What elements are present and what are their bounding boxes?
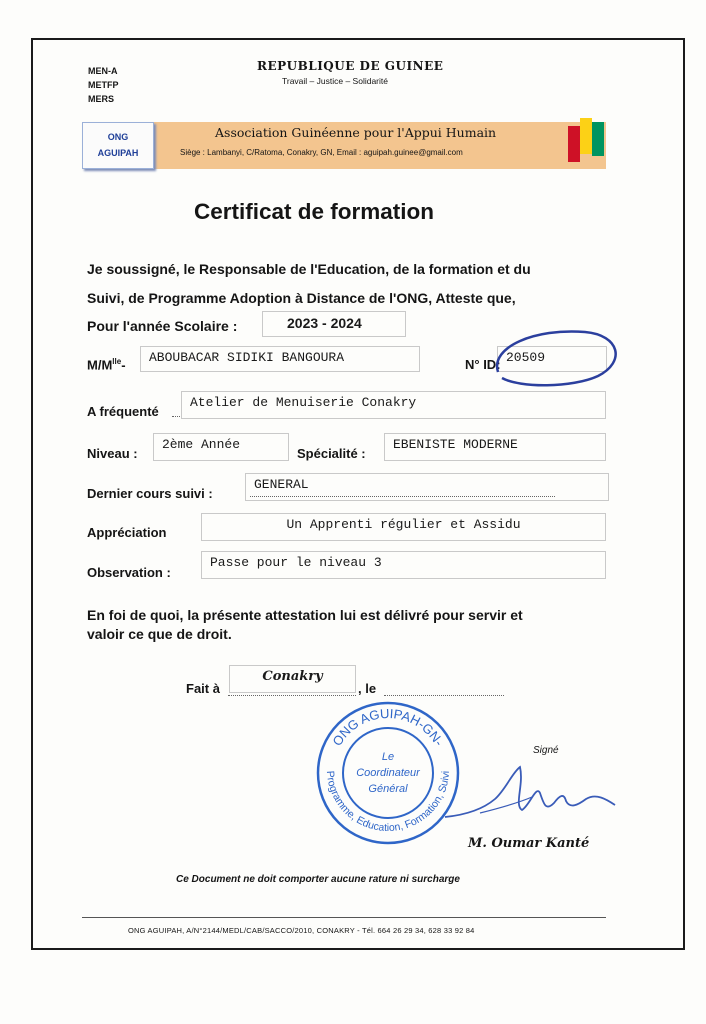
ong-logo — [82, 122, 154, 169]
certificate-title: Certificat de formation — [194, 199, 435, 224]
stamp-center-line-3: Général — [368, 783, 408, 795]
republic-title: REPUBLIQUE DE GUINEE — [257, 59, 444, 73]
flag-green — [592, 122, 604, 156]
ministry-3: MERS — [88, 94, 115, 104]
name-label-sup: lle — [112, 357, 122, 366]
footer-rule — [82, 917, 606, 918]
signe-label: Signé — [533, 745, 559, 756]
footer-text: ONG AGUIPAH, A/N°2144/MEDL/CAB/SACCO/2010, CONAKRY - Tél. 664 26 29 34, 628 33 92 84 — [128, 926, 475, 935]
id-label: N° ID: — [465, 357, 501, 372]
association-address: Siège : Lambanyi, C/Ratoma, Conakry, GN, Email : aguipah.guinee@gmail.com — [180, 148, 463, 157]
ministry-1: MEN-A — [88, 66, 118, 76]
signatory-name: M. Oumar Kanté — [468, 836, 590, 851]
observation-field: Passe pour le niveau 3 — [201, 551, 606, 579]
frequente-label: A fréquenté — [87, 404, 159, 419]
appreciation-field: Un Apprenti régulier et Assidu — [201, 513, 606, 541]
document-notice: Ce Document ne doit comporter aucune rature ni surcharge — [176, 874, 460, 885]
specialite-field: EBENISTE MODERNE — [384, 433, 606, 461]
fait-field: Conakry — [229, 665, 356, 693]
cours-dots — [250, 496, 555, 497]
id-circle-mark — [480, 322, 630, 394]
year-label: Pour l'année Scolaire : — [87, 318, 238, 334]
year-field: 2023 - 2024 — [262, 311, 406, 337]
intro-line-1: Je soussigné, le Responsable de l'Education, de la formation et du — [87, 261, 531, 277]
id-field: 20509 — [497, 346, 607, 372]
specialite-label: Spécialité : — [297, 446, 366, 461]
association-name: Association Guinéenne pour l'Appui Humain — [215, 125, 497, 140]
stamp-center-line-2: Coordinateur — [356, 767, 420, 779]
stamp-center-line-1: Le — [381, 751, 395, 763]
ong-logo-line1: ONG — [107, 132, 129, 142]
intro-line-2: Suivi, de Programme Adoption à Distance de l'ONG, Atteste que, — [87, 290, 516, 306]
fait-dots — [228, 695, 356, 696]
closing-line-1: En foi de quoi, la présente attestation lui est délivré pour servir et — [87, 607, 523, 623]
closing-line-2: valoir ce que de droit. — [87, 626, 232, 642]
stamp-ring-top-text: ONG AGUIPAH-GN- — [329, 705, 447, 749]
cours-field: GENERAL — [245, 473, 609, 501]
date-dots — [384, 695, 504, 696]
handwritten-signature — [440, 755, 620, 830]
niveau-field: 2ème Année — [153, 433, 289, 461]
niveau-label: Niveau : — [87, 446, 138, 461]
date-label: , le — [358, 681, 377, 696]
ministry-2: METFP — [88, 80, 119, 90]
stamp-ring-bottom-text: Programme, Education, Formation, Suivi — [323, 770, 453, 835]
observation-label: Observation : — [87, 565, 171, 580]
flag-yellow — [580, 118, 592, 154]
motto: Travail – Justice – Solidarité — [282, 76, 388, 86]
appreciation-label: Appréciation — [87, 525, 167, 540]
fait-label: Fait à — [186, 681, 220, 696]
name-label-suffix: - — [121, 357, 126, 373]
flag-red — [568, 126, 580, 162]
name-label — [87, 357, 126, 372]
name-field: ABOUBACAR SIDIKI BANGOURA — [140, 346, 420, 372]
cours-label: Dernier cours suivi : — [87, 486, 213, 501]
frequente-field: Atelier de Menuiserie Conakry — [181, 391, 606, 419]
name-label-prefix: M/M — [87, 357, 113, 373]
ong-logo-line2: AGUIPAH — [97, 148, 139, 158]
ministry-list — [88, 64, 119, 106]
